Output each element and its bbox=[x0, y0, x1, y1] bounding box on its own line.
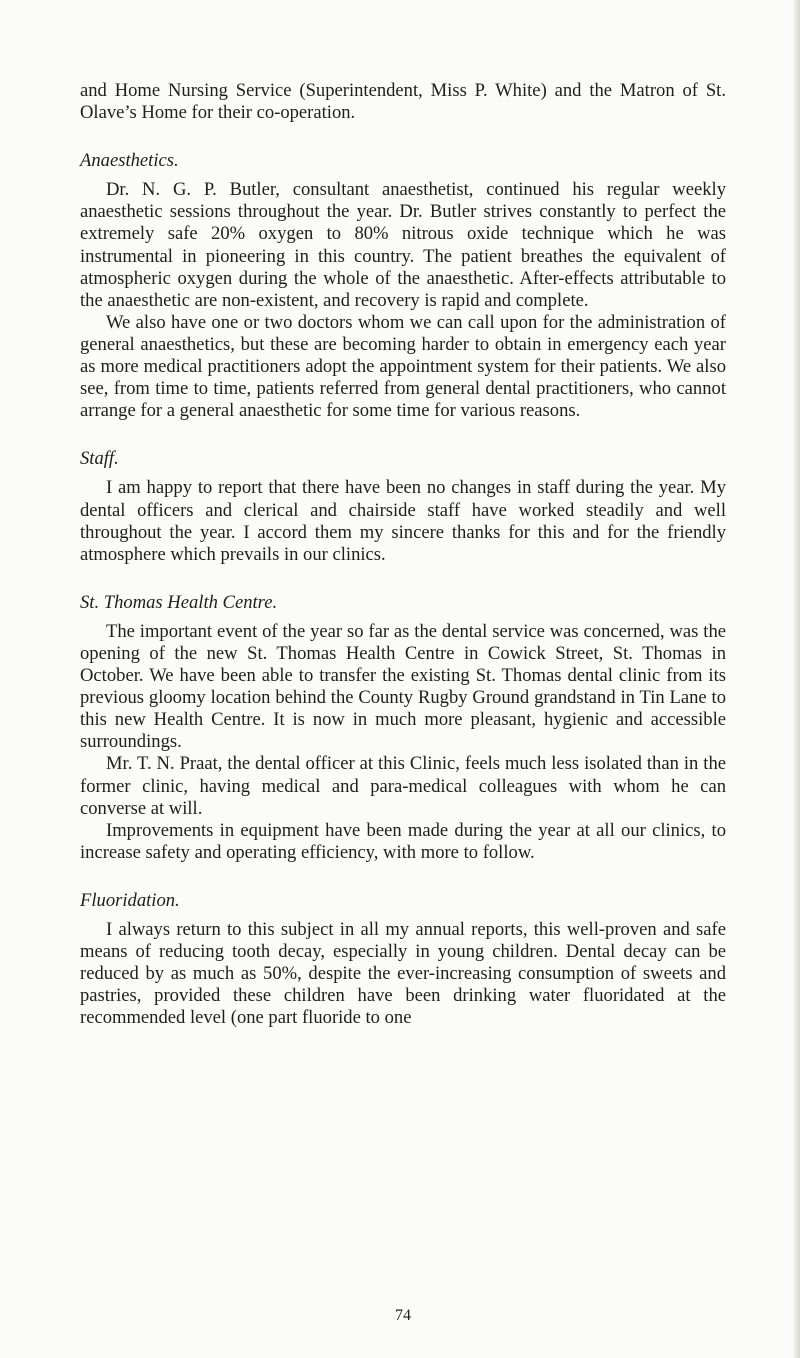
anaesthetics-paragraph-2: We also have one or two doctors whom we can call upon for the administration of general anaesthetics, but these are becoming harder to obtain in emergency each year as more medical practitioners adopt the appointment system for their patients. We also see, from time to time, patients referred from general dental practitioners, who cannot arrange for a general anaesthetic for some time for various reasons. bbox=[80, 311, 726, 422]
heading-staff: Staff. bbox=[80, 448, 119, 470]
section-staff bbox=[80, 448, 726, 565]
st-thomas-paragraph-2: Mr. T. N. Praat, the dental officer at this Clinic, feels much less isolated than in the former clinic, having medical and para-medical colleagues with whom he can converse at will. bbox=[80, 753, 726, 819]
page-edge-shadow bbox=[794, 0, 800, 1358]
section-st-thomas-health-centre bbox=[80, 592, 726, 864]
st-thomas-paragraph-1: The important event of the year so far as the dental service was concerned, was the opening of the new St. Thomas Health Centre in Cowick Street, St. Thomas in October. We have been able to transfer the existing St. Thomas dental clinic from its previous gloomy location behind the County Rugby Ground grandstand in Tin Lane to this new Health Centre. It is now in much more pleasant, hygienic and accessible surroundings. bbox=[80, 620, 726, 753]
anaesthetics-paragraph-1: Dr. N. G. P. Butler, consultant anaesthetist, continued his regular weekly anaesthetic sessions throughout the year. Dr. Butler strives constantly to perfect the extremely safe 20% oxygen to 80% nitrous oxide technique which he was instrumental in pioneering in this country. The patient breathes the equivalent of atmospheric oxygen during the whole of the anaesthetic. After-effects attributable to the anaesthetic are non-existent, and recovery is rapid and complete. bbox=[80, 179, 726, 311]
document-page bbox=[80, 80, 726, 1324]
heading-st-thomas-health-centre: St. Thomas Health Centre. bbox=[80, 591, 278, 613]
fluoridation-paragraph-1: I always return to this subject in all my annual reports, this well-proven and safe means of reducing tooth decay, especially in young children. Dental decay can be reduced by as much as 50%, despite the ever-increasing consumption of sweets and pastries, provided these children have been drinking water fluoridated at the recommended level (one part fluoride to one bbox=[80, 919, 726, 1029]
page-number: 74 bbox=[395, 1307, 411, 1324]
staff-paragraph-1: I am happy to report that there have been no changes in staff during the year. My dental officers and clerical and chairside staff have worked steadily and well throughout the year. I accord them my sincere thanks for this and for the friendly atmosphere which prevails in our clinics. bbox=[80, 477, 726, 565]
section-fluoridation bbox=[80, 890, 726, 1030]
st-thomas-paragraph-3: Improvements in equipment have been made during the year at all our clinics, to increase safety and operating efficiency, with more to follow. bbox=[80, 819, 726, 863]
heading-fluoridation: Fluoridation. bbox=[80, 889, 180, 911]
intro-paragraph: and Home Nursing Service (Superintendent, Miss P. White) and the Matron of St. Olave’s Home for their co-operation. bbox=[80, 80, 726, 124]
heading-anaesthetics: Anaesthetics. bbox=[80, 150, 179, 172]
section-anaesthetics bbox=[80, 150, 726, 422]
